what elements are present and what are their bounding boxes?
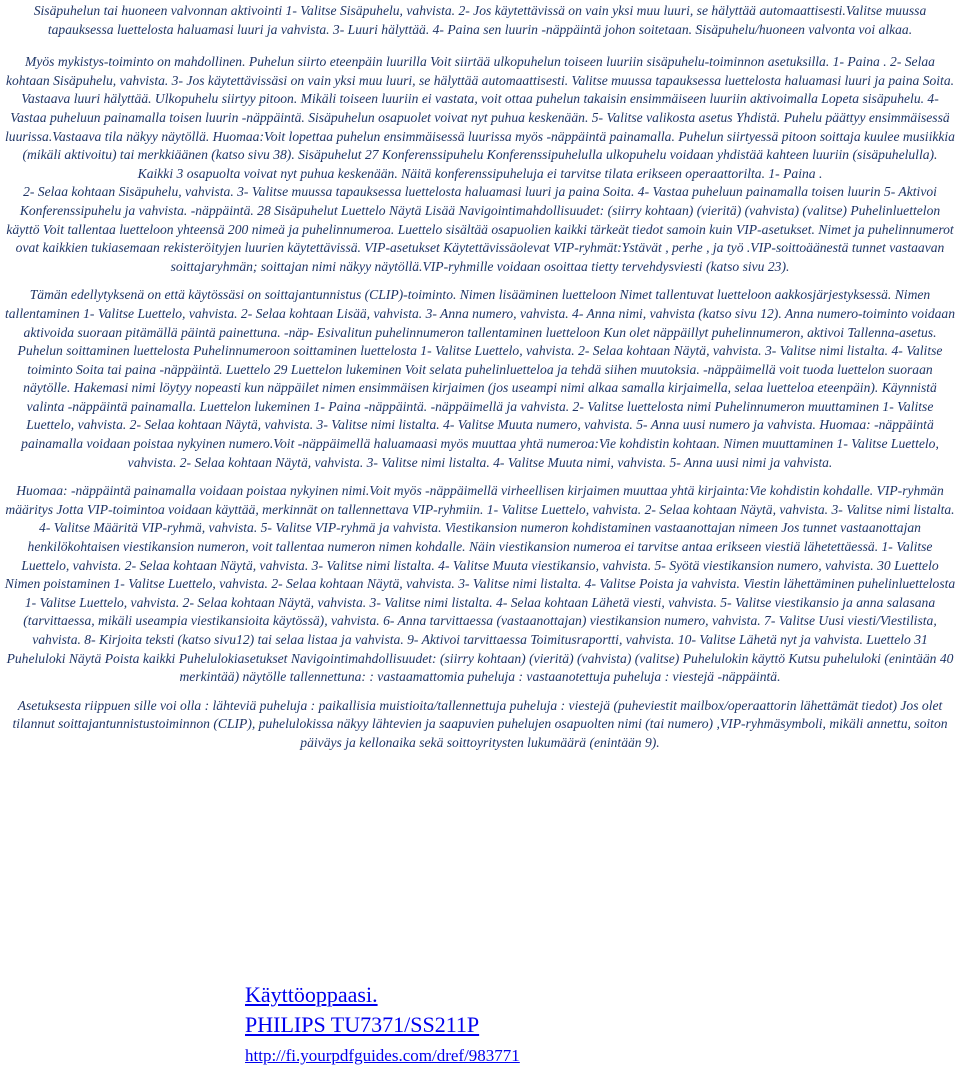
paragraph-call-log: Asetuksesta riippuen sille voi olla : lähteviä puheluja : paikallisia muistioita/tallennettuja puheluja : viestejä (puheviestit mailbox/operaattorin lähettämät tiedot) Jos olet tilannut soittajantunnistustoiminnon (CLIP), puhelulokissa näkyy lähtevien ja saapuvien puhelujen osapuolten nimi (tai numero) ,VIP-ryhmäsymboli, mikäli annettu, soiton päiväys ja kellonaika sekä soittoyritysten lukumäärä (enintään 9). bbox=[12, 697, 948, 750]
footer-links bbox=[245, 980, 520, 1070]
url-link[interactable]: http://fi.yourpdfguides.com/dref/983771 bbox=[245, 1046, 520, 1065]
manual-link[interactable]: Käyttöoppaasi. bbox=[245, 982, 378, 1007]
paragraph-intercom-activation: Sisäpuhelun tai huoneen valvonnan aktivointi 1- Valitse Sisäpuhelu, vahvista. 2- Jos käytettävissä on vain yksi muu luuri, se hälyttää automaattisesti.Valitse muussa tapauksessa luettelosta haluamasi luuri ja vahvista. 3- Luuri hälyttää. 4- Paina sen luurin -näppäintä johon soitetaan. Sisäpuhelu/huoneen valvonta voi alkaa. bbox=[33, 3, 927, 37]
paragraph-conference-phonebook: 2- Selaa kohtaan Sisäpuhelu, vahvista. 3- Valitse muussa tapauksessa luettelosta haluamasi luuri ja paina Soita. 4- Vastaa puheluun painamalla toisen luurin 5- Aktivoi Konferenssipuhelu ja vahvista. -näppäintä. 28 Sisäpuhelut Luettelo Näytä Lisää Navigointimahdollisuudet: (siirry kohtaan) (vieritä) (vahvista) (valitse) Puhelinluettelon käyttö Voit tallentaa luetteloon yhteensä 200 nimeä ja puhelinnumeroa. Luettelo sisältää osapuolien kaikki tärkeät tiedot samoin kuin VIP-asetukset. Nimet ja puhelinnumerot ovat kaikkien tukiasemaan rekisteröityjen luurien käytettävissä. VIP-asetukset Käytettävissäolevat VIP-ryhmät:Ystävät , perhe , ja työ .VIP-soittoäänestä tunnet vastaavan soittajaryhmän; soittajan nimi näkyy näytöllä.VIP-ryhmille voidaan osoittaa tietty tervehdysviesti (katso sivu 23). bbox=[6, 184, 954, 274]
paragraph-call-transfer: Myös mykistys-toiminto on mahdollinen. Puhelun siirto eteenpäin luurilla Voit siirtää ulkopuhelun toiseen luuriin sisäpuhelu-toiminnon asetuksilla. 1- Paina . 2- Selaa kohtaan Sisäpuhelu, vahvista. 3- Jos käytettävissäsi on vain yksi muu luuri, se hälyttää automaattisesti. Valitse muussa tapauksessa luettelosta haluamasi luuri ja paina Soita. Vastaava luuri hälyttää. Ulkopuhelu siirtyy pitoon. Mikäli toiseen luuriin ei vastata, voit ottaa puhelun takaisin ensimmäiseen luuriin aktivoimalla Lopeta sisäpuhelu. 4- Vastaa puheluun painamalla toisen luurin -näppäintä. Sisäpuhelun osapuolet voivat nyt puhua keskenään. 5- Valitse valikosta asetus Yhdistä. Puhelu päättyy ensimmäisessä luurissa.Vastaava tila näkyy näytöllä. Huomaa:Voit lopettaa puhelun ensimmäisessä luurissa myös -näppäintä painamalla. Puhelun siirtyessä pitoon soittaja kuulee musiikkia (mikäli aktivoitu) tai merkkiäänen (katso sivu 38). Sisäpuhelut 27 Konferenssipuhelu Konferenssipuhelulla ulkopuhelu voidaan yhdistää kahteen luuriin (sisäpuhelulla). Kaikki 3 osapuolta voivat nyt puhua keskenään. Näitä konferenssipuheluja ei tarvitse tilata erikseen operaattorilta. 1- Paina . bbox=[5, 54, 955, 181]
paragraph-phonebook-names: Tämän edellytyksenä on että käytössäsi on soittajantunnistus (CLIP)-toiminto. Nimen lisääminen luetteloon Nimet tallentuvat luetteloon aakkosjärjestyksessä. Nimen tallentaminen 1- Valitse Luettelo, vahvista. 2- Selaa kohtaan Lisää, vahvista. 3- Anna numero, vahvista. 4- Anna nimi, vahvista (katso sivu 12). Anna numero-toiminto voidaan aktivoida suoraan pitämällä päintä painettuna. -näp- Esivalitun puhelinnumeron tallentaminen luetteloon Kun olet näppäillyt puhelinnumeron, aktivoi Tallenna-asetus. Puhelun soittaminen luettelosta Puhelinnumeroon soittaminen luettelosta 1- Valitse Luettelo, vahvista. 2- Selaa kohtaan Näytä, vahvista. 3- Valitse nimi listalta. 4- Valitse toiminto Soita tai paina -näppäintä. Luettelo 29 Luettelon lukeminen Voit selata puhelinluetteloa ja tehdä siihen muutoksia. -näppäimellä voit tuoda luettelon suoraan näytölle. Hakemasi nimi löytyy nopeasti kun näppäilet nimen ensimmäisen kirjaimen (jos useampi nimi alkaa samalla kirjaimella, selaa luetteloa eteenpäin). Käynnistä valinta -näppäintä painamalla. Luettelon lukeminen 1- Paina -näppäintä. -näppäimellä ja vahvista. 2- Valitse luettelosta nimi Puhelinnumeron muuttaminen 1- Valitse Luettelo, vahvista. 2- Selaa kohtaan Näytä, vahvista. 3- Valitse nimi listalta. 4- Valitse Muuta numero, vahvista. 5- Anna uusi numero ja vahvista. Huomaa: -näppäintä painamalla voidaan poistaa nykyinen numero.Voit -näppäimellä haluamaasi myös muuttaa yhtä numeroa:Vie kohdistin kohtaan. Nimen muuttaminen 1- Valitse Luettelo, vahvista. 2- Selaa kohtaan Näytä, vahvista. 3- Valitse nimi listalta. 4- Valitse Muuta nimi, vahvista. 5- Anna uusi nimi ja vahvista. bbox=[4, 287, 956, 470]
product-link[interactable]: PHILIPS TU7371/SS211P bbox=[245, 1012, 480, 1037]
paragraph-vip-messages: Huomaa: -näppäintä painamalla voidaan poistaa nykyinen nimi.Voit myös -näppäimellä virheellisen kirjaimen muuttaa yhtä kirjainta:Vie kohdistin kohdalle. VIP-ryhmän määritys Jotta VIP-toimintoa voidaan käyttää, merkinnät on tallennettava VIP-ryhmiin. 1- Valitse Luettelo, vahvista. 2- Selaa kohtaan Näytä, vahvista. 3- Valitse nimi listalta. 4- Valitse Määritä VIP-ryhmä, vahvista. 5- Valitse VIP-ryhmä ja vahvista. Viestikansion numeron kohdistaminen vastaanottajan nimeen Jos tunnet vastaanottajan henkilökohtaisen viestikansion numeron, voit tallentaa numeron nimen kohdalle. Näin viestikansion numeroa ei tarvitse antaa erikseen viestiä lähetettäessä. 1- Valitse Luettelo, vahvista. 2- Selaa kohtaan Näytä, vahvista. 3- Valitse nimi listalta. 4- Valitse Muuta viestikansio, vahvista. 5- Syötä viestikansion numero, vahvista. 30 Luettelo Nimen poistaminen 1- Valitse Luettelo, vahvista. 2- Selaa kohtaan Näytä, vahvista. 3- Valitse nimi listalta. 4- Valitse Poista ja vahvista. Viestin lähettäminen puhelinluettelosta 1- Valitse Luettelo, vahvista. 2- Selaa kohtaan Näytä, vahvista. 3- Valitse nimi listalta. 4- Selaa kohtaan Lähetä viesti, vahvista. 5- Valitse viestikansio ja anna salasana (tarvittaessa, mikäli useampia viestikansioita käytössä), vahvista. 6- Anna tarvittaessa (vastaanottajan) viestikansion numero, vahvista. 7- Valitse Uusi viesti/Viestilista, vahvista. 8- Kirjoita teksti (katso sivu12) tai selaa listaa ja vahvista. 9- Aktivoi tarvittaessa Toimitusraportti, vahvista. 10- Valitse Lähetä nyt ja vahvista. Luettelo 31 Puheluloki Näytä Poista kaikki Puhelulokiasetukset Navigointimahdollisuudet: (siirry kohtaan) (vieritä) (vahvista) (valitse) Puhelulokin käyttö Kutsu puheluloki (enintään 40 merkintää) näytölle tallennettuna: : vastaamattomia puheluja : vastaanotettuja puheluja : viestejä -näppäintä. bbox=[4, 483, 956, 685]
